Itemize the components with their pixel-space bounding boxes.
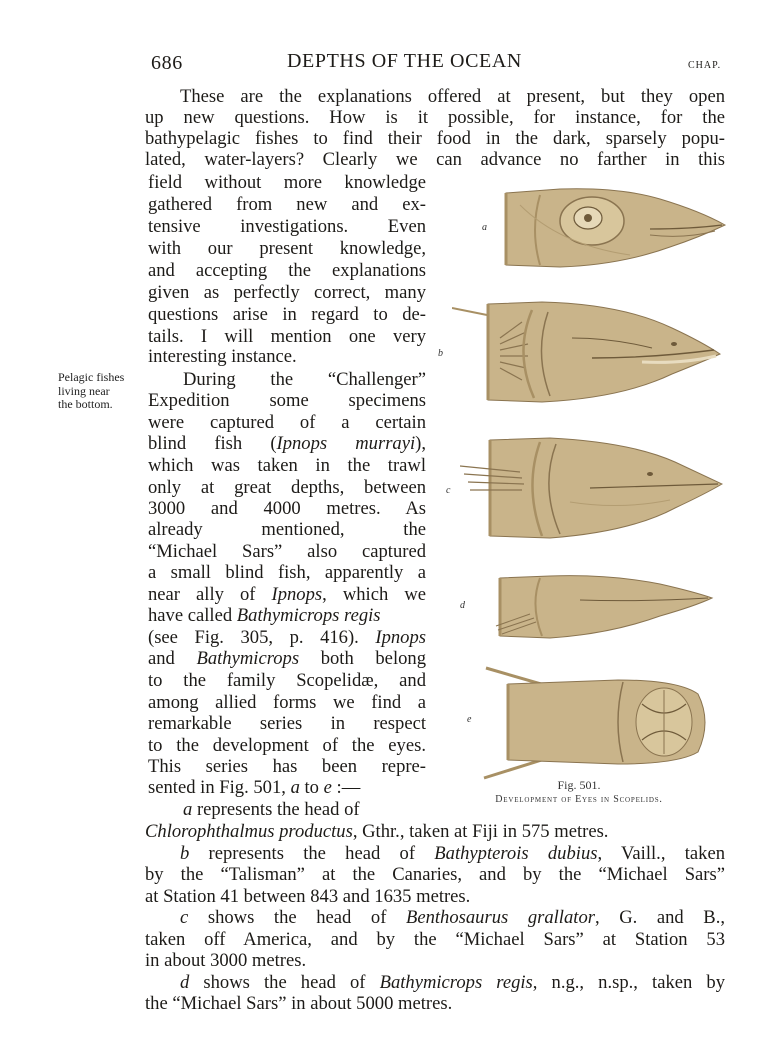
text-line: with our present knowledge, <box>148 238 426 259</box>
text-line: tails. I will mention one very <box>148 326 426 347</box>
margin-note-line: the bottom. <box>58 397 113 411</box>
text-line: which was taken in the trawl <box>148 455 426 476</box>
text-line: in about 3000 metres. <box>145 950 307 971</box>
text-line: d shows the head of Bathymicrops regis, n.g., n.sp., taken by <box>180 972 725 993</box>
text-line: up new questions. How is it possible, for instance, for the <box>145 107 725 128</box>
fish-head-d-illustration <box>490 570 720 645</box>
text-line: the “Michael Sars” in about 5000 metres. <box>145 993 453 1014</box>
fish-head-b-illustration <box>452 298 732 408</box>
species-name: Bathymicrops regis <box>236 605 381 626</box>
text-line: a represents the head of <box>183 799 360 820</box>
text-line: field without more knowledge <box>148 172 426 193</box>
text-line: already mentioned, the <box>148 519 426 540</box>
fish-head-e-illustration <box>478 664 718 782</box>
species-name: Bathypterois dubius <box>434 843 598 864</box>
text-line: (see Fig. 305, p. 416). Ipnops <box>148 627 426 648</box>
genus-name: Ipnops <box>375 627 426 648</box>
text-line: tensive investigations. Even <box>148 216 426 237</box>
page-number: 686 <box>151 52 183 74</box>
text-line: and Bathymicrops both belong <box>148 648 426 669</box>
species-name: Ipnops murrayi <box>276 433 416 454</box>
text-line: blind fish (Ipnops murrayi), <box>148 433 426 454</box>
text-line: near ally of Ipnops, which we <box>148 584 427 605</box>
margin-note-line: living near <box>58 383 110 398</box>
text-line: at Station 41 between 843 and 1635 metres. <box>145 886 471 907</box>
text-line: have called Bathymicrops regis <box>148 605 381 626</box>
text-line: to the family Scopelidæ, and <box>148 670 426 691</box>
text-line: among allied forms we find a <box>148 692 426 713</box>
text-line: remarkable series in respect <box>148 713 426 734</box>
text-line: c shows the head of Benthosaurus grallator, G. and B., <box>180 907 725 928</box>
figure-label-e: e <box>467 714 472 725</box>
text-line: interesting instance. <box>148 346 297 367</box>
species-name: Benthosaurus grallator <box>405 907 595 928</box>
species-name: Chlorophthalmus productus <box>145 821 353 842</box>
genus-name: Ipnops <box>271 584 323 605</box>
text-line: gathered from new and ex- <box>148 194 426 215</box>
figure-label-d: d <box>460 600 465 611</box>
figure-caption-title: Development of Eyes in Scopelids. <box>495 794 663 805</box>
chapter-abbrev: CHAP. <box>688 60 722 71</box>
text-line: taken off America, and by the “Michael Sars” at Station 53 <box>145 929 725 950</box>
text-line: During the “Challenger” <box>183 369 426 390</box>
text-line: Chlorophthalmus productus, Gthr., taken at Fiji in 575 metres. <box>145 821 609 842</box>
text-line: by the “Talisman” at the Canaries, and by the “Michael Sars” <box>145 864 725 885</box>
text-line: and accepting the explanations <box>148 260 426 281</box>
margin-note-line: Pelagic fishes <box>58 370 125 384</box>
text-line: a small blind fish, apparently a <box>148 562 426 583</box>
figure-label-b: b <box>438 348 443 359</box>
genus-name: Bathymicrops <box>196 648 300 669</box>
text-line: questions arise in regard to de- <box>148 304 426 325</box>
species-name: Bathymicrops regis <box>379 972 533 993</box>
text-line: to the development of the eyes. <box>148 735 426 756</box>
text-line: only at great depths, between <box>148 477 426 498</box>
fish-head-a-illustration <box>500 185 730 275</box>
text-line: These are the explanations offered at present, but they open <box>180 86 725 107</box>
text-line: Expedition some specimens <box>148 390 426 411</box>
text-line: given as perfectly correct, many <box>148 282 426 303</box>
text-line: b represents the head of Bathypterois dubius, Vaill., taken <box>180 843 725 864</box>
figure-label-a: a <box>482 222 487 233</box>
text-line: This series has been repre- <box>148 756 426 777</box>
text-line: 3000 and 4000 metres. As <box>148 498 426 519</box>
text-line: “Michael Sars” also captured <box>148 541 426 562</box>
running-title: DEPTHS OF THE OCEAN <box>287 50 522 72</box>
fish-head-c-illustration <box>460 432 730 547</box>
figure-caption-number: Fig. 501. <box>557 778 601 792</box>
figure-label-c: c <box>446 485 451 496</box>
margin-note <box>58 371 148 412</box>
text-line: sented in Fig. 501, a to e :— <box>148 777 361 798</box>
text-line: lated, water-layers? Clearly we can advance no farther in this <box>145 149 725 170</box>
text-line: were captured of a certain <box>148 412 426 433</box>
text-line: bathypelagic fishes to find their food in the dark, sparsely popu- <box>145 128 725 149</box>
